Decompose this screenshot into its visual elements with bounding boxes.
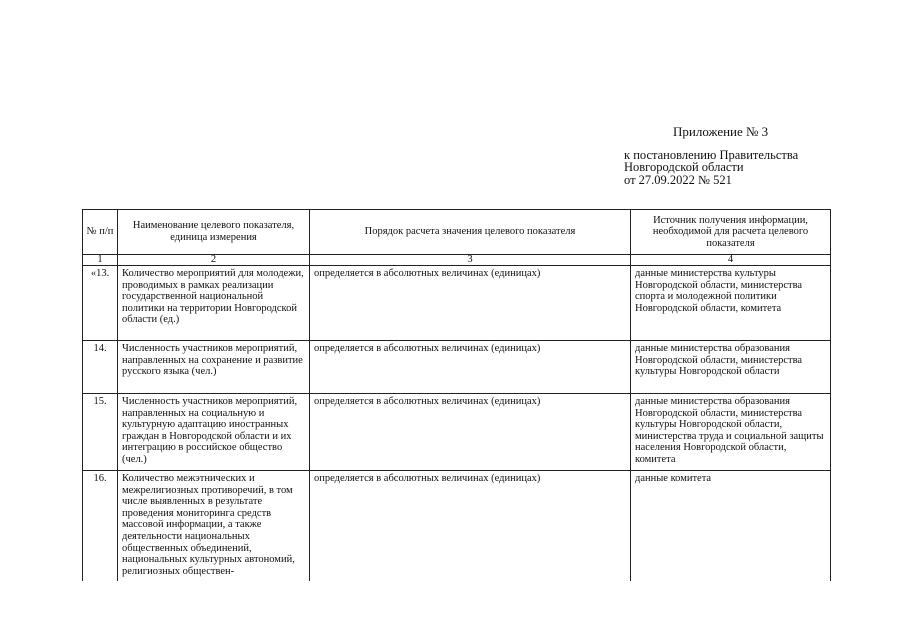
row-number: 14. — [83, 341, 118, 394]
column-number: 1 — [83, 255, 118, 266]
header-indicator-name: Наименование целевого показателя, единица измерения — [118, 210, 310, 255]
calculation-method: определяется в абсолютных величинах (единицах) — [310, 266, 631, 341]
calculation-method: определяется в абсолютных величинах (единицах) — [310, 394, 631, 471]
information-source: данные министерства культуры Новгородской области, министерства спорта и молодежной политики Новгородской области, комитета — [631, 266, 831, 341]
indicator-name: Количество мероприятий для молодежи, проводимых в рамках реализации государственной национальной политики на территории Новгородской области (ед.) — [118, 266, 310, 341]
column-number-row — [83, 255, 831, 266]
indicators-table — [82, 209, 831, 581]
calculation-method: определяется в абсолютных величинах (единицах) — [310, 341, 631, 394]
column-number: 3 — [310, 255, 631, 266]
calculation-method: определяется в абсолютных величинах (единицах) — [310, 471, 631, 582]
information-source: данные министерства образования Новгородской области, министерства культуры Новгородской области — [631, 341, 831, 394]
header-number: № п/п — [83, 210, 118, 255]
information-source: данные министерства образования Новгородской области, министерства культуры Новгородской области, министерства труда и социальной защиты населения Новгородской области, комитета — [631, 394, 831, 471]
header-line-2: Новгородской области — [624, 160, 744, 174]
indicator-name: Количество межэтнических и межрелигиозных противоречий, в том числе выявленных в результате проведения мониторинга средств массовой информации, а также деятельности национальных общественных объединений, национальных культурных автономий, религиозных обществен- — [118, 471, 310, 582]
table-row — [83, 471, 831, 582]
column-number: 4 — [631, 255, 831, 266]
header-calculation-method: Порядок расчета значения целевого показателя — [310, 210, 631, 255]
header-line-3: от 27.09.2022 № 521 — [624, 172, 732, 187]
table-row — [83, 341, 831, 394]
header-information-source: Источник получения информации, необходимой для расчета целевого показателя — [631, 210, 831, 255]
row-number: 15. — [83, 394, 118, 471]
indicator-name: Численность участников мероприятий, направленных на социальную и культурную адаптацию иностранных граждан в Новгородской области и их интеграцию в российское общество (чел.) — [118, 394, 310, 471]
row-number: «13. — [83, 266, 118, 341]
table-row — [83, 266, 831, 341]
table-row — [83, 394, 831, 471]
document-header — [624, 126, 884, 186]
header-line-1: к постановлению Правительства — [624, 147, 799, 162]
table-header-row — [83, 210, 831, 255]
information-source: данные комитета — [631, 471, 831, 582]
appendix-title: Приложение № 3 — [673, 124, 769, 139]
column-number: 2 — [118, 255, 310, 266]
indicator-name: Численность участников мероприятий, направленных на сохранение и развитие русского языка (чел.) — [118, 341, 310, 394]
row-number: 16. — [83, 471, 118, 582]
